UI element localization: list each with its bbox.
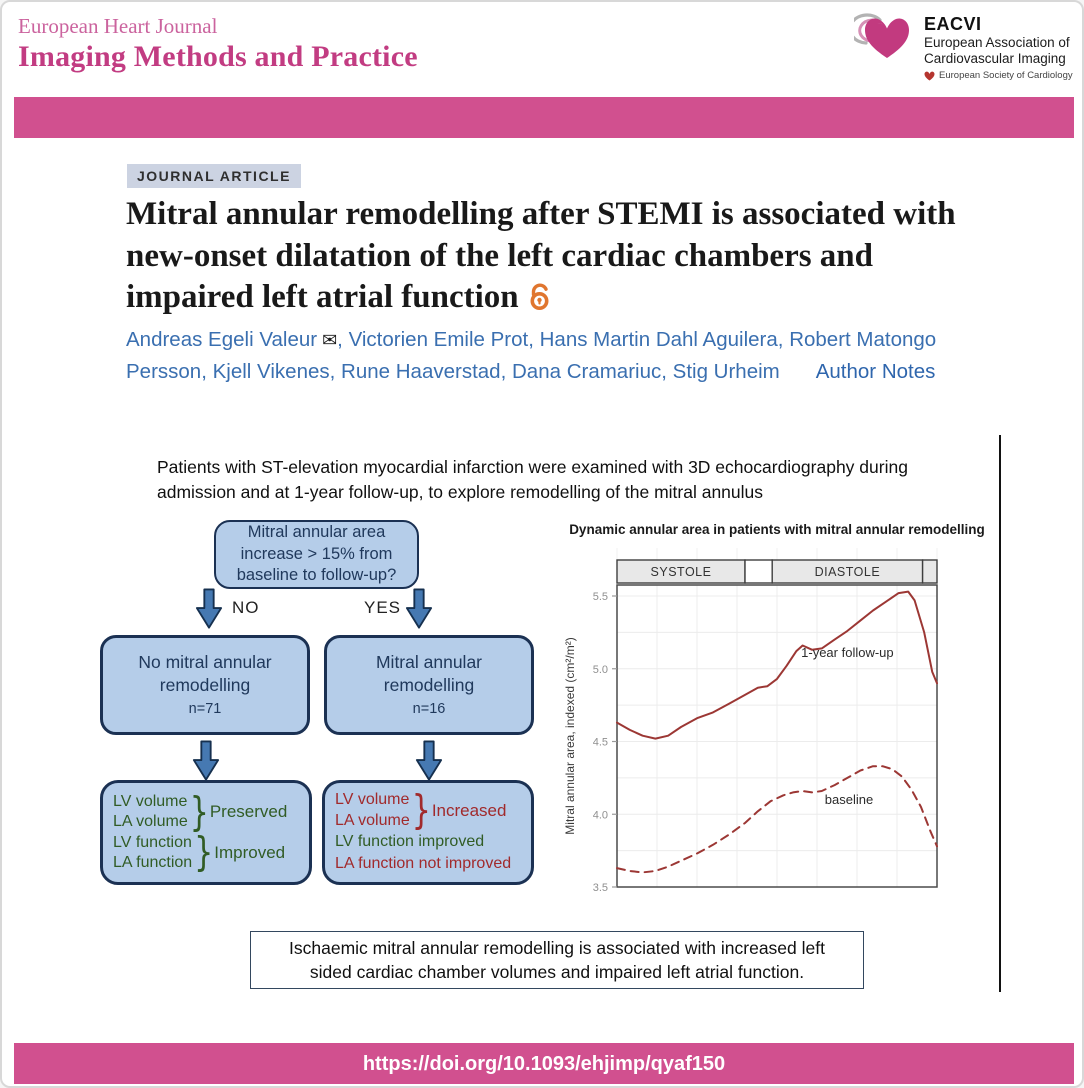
y-tick-label: 4.5 [592,736,608,749]
conclusion-text: Ischaemic mitral annular remodelling is associated with increased left sided cardiac chamber volumes and impaired left atrial function. [289,937,825,982]
graphical-abstract[interactable] [113,435,1002,992]
author-separator: , [329,359,342,383]
y-tick-label: 4.0 [592,809,608,822]
no-remodelling-outcomes-box [100,780,312,885]
brace-glyph: } [189,788,209,836]
outcome-item: LA function [113,853,193,871]
no-remodelling-box [100,635,310,735]
no-remodelling-title: No mitral annular remodelling [138,651,272,696]
author-link[interactable]: Victorien Emile Prot [348,328,529,351]
journal-subtitle: Imaging Methods and Practice [18,40,418,73]
yes-label: YES [364,598,402,617]
chart-title: Dynamic annular area in patients with mitral annular remodelling [569,522,985,537]
no-remodelling-n: n=71 [188,700,222,717]
y-tick-label: 5.5 [592,591,608,603]
author-link[interactable]: Robert Matongo Persson [126,328,937,383]
article-title-text: Mitral annular remodelling after STEMI is associated with new-onset dilatation of the left cardiac chambers and impaired left atrial function [126,196,956,316]
author-link[interactable]: Stig Urheim [672,359,780,383]
doi-link[interactable]: https://doi.org/10.1093/ehjimp/qyaf150 [362,1053,726,1075]
author-separator: , [528,328,540,351]
author-link[interactable]: Andreas Egeli Valeur [126,328,318,351]
y-tick-label: 5.0 [592,663,608,676]
arrow-down-no-icon [195,588,223,630]
outcome-item: LV volume [335,791,410,809]
remodelling-outcomes-box [322,780,534,885]
author-link[interactable]: Dana Cramariuc [511,359,662,383]
y-tick-label: 3.5 [592,882,608,894]
outcome-group [113,788,299,836]
doi-bar[interactable] [14,1043,1074,1084]
y-axis-label: Mitral annular area, indexed (cm²/m²) [563,637,577,835]
eacvi-org-line1: European Association of [924,35,1070,50]
author-separator: , [661,359,673,383]
open-access-icon[interactable] [527,280,552,322]
author-list [126,328,936,383]
author-separator: , [337,328,349,351]
author-separator: , [777,328,790,351]
arrow-down-yes-icon [405,588,433,630]
phase-cell-blank [745,560,772,583]
esc-heart-icon [924,71,935,81]
phase-label: SYSTOLE [650,565,712,579]
author-line [126,324,954,388]
remodelling-box [324,635,534,735]
journal-name: European Heart Journal [18,14,218,38]
outcome-result: Preserved [209,802,288,822]
eacvi-acronym: EACVI [924,14,982,34]
author-link[interactable]: Kjell Vikenes [212,359,330,383]
eacvi-heart-icon [854,10,916,68]
outcome-item: LA volume [113,813,188,831]
remodelling-title: Mitral annular remodelling [375,651,483,696]
author-separator: , [500,359,512,383]
outcome-line: LA function not improved [335,854,512,872]
annular-area-chart [560,518,1005,918]
outcome-result: Improved [214,842,286,862]
remodelling-n: n=16 [412,700,446,717]
email-icon[interactable]: ✉ [317,330,338,350]
flowchart-question-text: Mitral annular area increase > 15% from baseline to follow-up? [236,522,397,585]
arrow-down-left-icon [192,740,220,782]
article-type-badge: JOURNAL ARTICLE [127,164,301,188]
brace-glyph: } [411,787,431,835]
no-label: NO [232,598,260,617]
series-label: baseline [824,792,874,808]
outcome-line: LV function improved [335,833,485,851]
outcome-item: LA volume [335,811,410,829]
article-title [126,194,968,322]
author-separator: , [201,359,213,383]
eacvi-org-line2: Cardiovascular Imaging [924,50,1066,66]
author-link[interactable]: Hans Martin Dahl Aguilera [539,328,778,351]
phase-label: DIASTOLE [814,565,881,579]
brace-glyph: } [194,829,214,877]
top-pink-band [14,97,1074,138]
outcome-result: Increased [431,800,507,820]
phase-cell-blank [923,560,937,583]
abstract-intro: Patients with ST-elevation myocardial infarction were examined with 3D echocardiography during admission and at 1-year follow-up, to explore remodelling of the mitral annulus [157,457,908,503]
flowchart-question-box [214,520,419,589]
arrow-down-right-icon [415,740,443,782]
eacvi-logo [854,10,1073,81]
journal-masthead [18,14,418,74]
outcome-group [335,787,521,835]
conclusion-box [250,931,864,989]
esc-label: European Society of Cardiology [939,70,1073,82]
series-label: 1-year follow-up [801,645,894,661]
outcome-group [113,829,299,877]
outcome-item: LV volume [113,792,188,810]
author-link[interactable]: Rune Haaverstad [341,359,501,383]
outcome-item: LV function [113,833,192,851]
author-notes-link[interactable]: Author Notes [815,359,936,383]
